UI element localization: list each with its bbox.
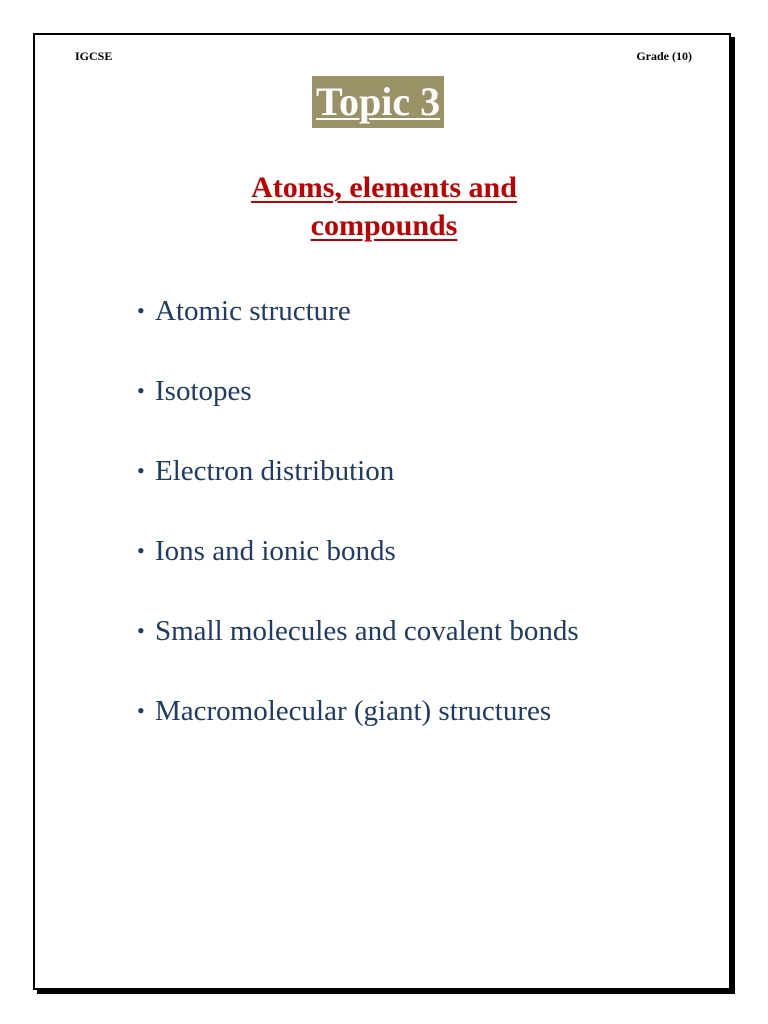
list-item-text: Small molecules and covalent bonds [155, 615, 579, 647]
bullet-icon: • [137, 618, 145, 643]
list-item-text: Macromolecular (giant) structures [155, 695, 552, 727]
list-item [137, 605, 579, 685]
list-item-text: Ions and ionic bonds [155, 535, 396, 567]
document-page [33, 33, 731, 990]
bullet-icon: • [137, 378, 145, 403]
list-item-text: Atomic structure [155, 295, 351, 327]
grade-label: Grade (10) [636, 49, 692, 63]
topic-list [137, 285, 579, 765]
course-label: IGCSE [75, 49, 113, 63]
list-item [137, 285, 579, 365]
topic-subtitle [35, 169, 733, 245]
list-item [137, 525, 579, 605]
list-item-text: Isotopes [155, 375, 252, 407]
list-item [137, 445, 579, 525]
bullet-icon: • [137, 538, 145, 563]
subtitle-line-1: Atoms, elements and [251, 171, 517, 204]
list-item-text: Electron distribution [155, 455, 395, 487]
bullet-icon: • [137, 458, 145, 483]
subtitle-line-2: compounds [310, 209, 458, 242]
list-item [137, 685, 579, 765]
bullet-icon: • [137, 298, 145, 323]
topic-title: Topic 3 [312, 76, 444, 128]
bullet-icon: • [137, 698, 145, 723]
list-item [137, 365, 579, 445]
